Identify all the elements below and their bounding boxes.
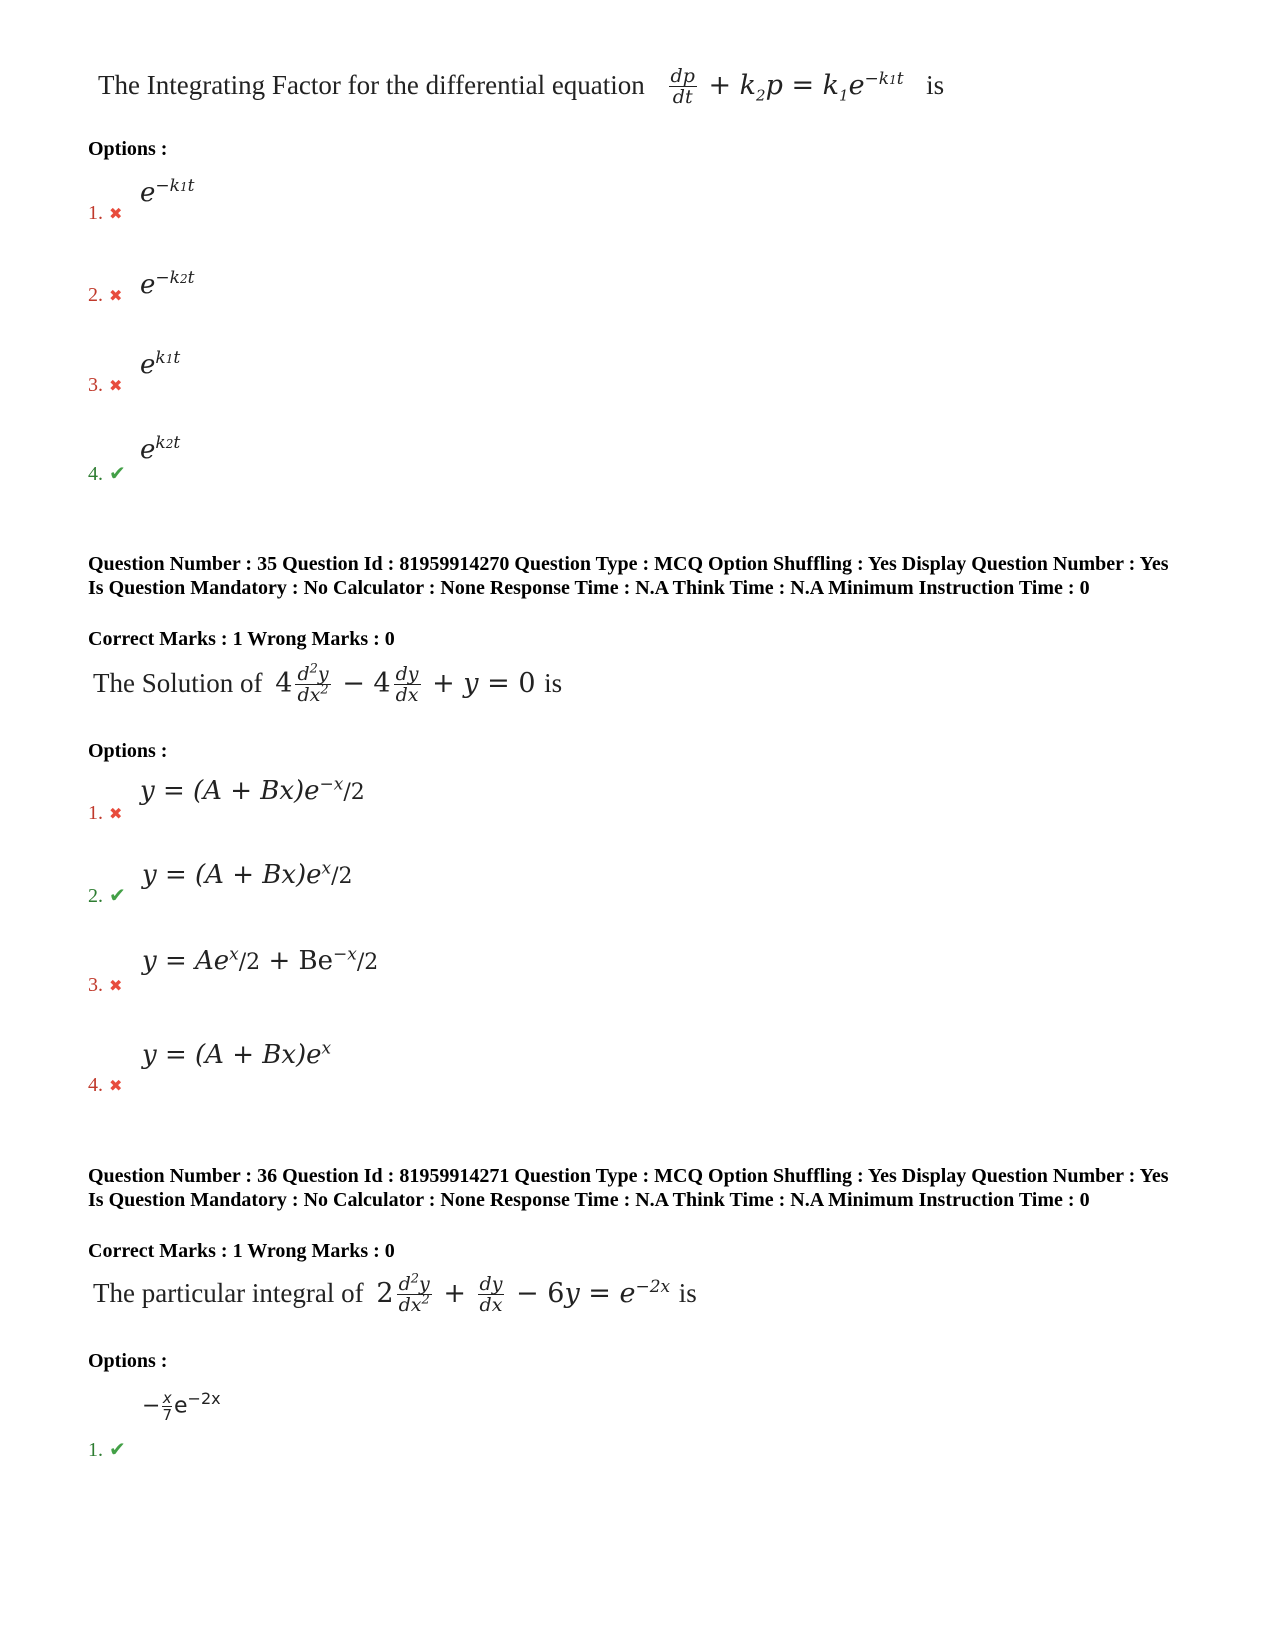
wrong-icon: ✖: [109, 978, 123, 995]
q36-options-label: Options :: [88, 1350, 168, 1372]
check-icon: ✔: [109, 885, 126, 907]
q34-option-2-math: $e^{-k2t}$: [140, 268, 195, 300]
q34-option-2[interactable]: 2. ✖: [88, 284, 123, 306]
q34-option-3[interactable]: 3. ✖: [88, 374, 123, 396]
q34-stem-text: The Integrating Factor for the differential equation: [98, 70, 645, 100]
q34-stem-end: is: [926, 70, 945, 100]
wrong-icon: ✖: [109, 378, 123, 395]
q34-options-label: Options :: [88, 138, 168, 160]
q35-option-4[interactable]: 4. ✖: [88, 1074, 123, 1096]
q35-option-4-math: $y = (A + Bx)e^x$: [142, 1038, 332, 1070]
q36-equation: 2 $\frac{d^2y}{dx^2}$ + $\frac{dy}{dx}$ − $6y = e^{-2x}$: [376, 1271, 671, 1316]
q34-option-1-math: $e^{-k1t}$: [140, 176, 195, 208]
q34-option-1[interactable]: 1. ✖: [88, 202, 123, 224]
wrong-icon: ✖: [109, 1078, 123, 1095]
q36-stem-end: is: [678, 1278, 697, 1308]
q35-stem: [93, 661, 563, 706]
q36-marks: Correct Marks : 1 Wrong Marks : 0: [88, 1240, 395, 1262]
check-icon: ✔: [109, 463, 126, 485]
q35-option-2[interactable]: 2. ✔: [88, 885, 126, 907]
q34-option-3-math: $e^{k1t}$: [140, 348, 181, 380]
q35-option-1-math: $y = (A + Bx)e^{-x}/2$: [140, 774, 365, 806]
q36-stem-text: The particular integral of: [93, 1278, 364, 1308]
q35-option-1[interactable]: 1. ✖: [88, 802, 123, 824]
q35-marks: Correct Marks : 1 Wrong Marks : 0: [88, 628, 395, 650]
q35-stem-text: The Solution of: [93, 668, 263, 698]
q35-option-2-math: $y = (A + Bx)e^x/2$: [142, 858, 353, 890]
q36-option-1-math: − $\frac{x}{7}e^{-2x}$: [142, 1389, 221, 1424]
wrong-icon: ✖: [109, 288, 123, 305]
q36-meta: Question Number : 36 Question Id : 81959914271 Question Type : MCQ Option Shuffling : Yes Display Question Number : Yes Is Question Mandatory : No Calculator : None Response Time : N.A Think Time : N.A Minimum Instruction Time : 0: [88, 1165, 1169, 1211]
q35-meta: Question Number : 35 Question Id : 81959914270 Question Type : MCQ Option Shuffling : Yes Display Question Number : Yes Is Question Mandatory : No Calculator : None Response Time : N.A Think Time : N.A Minimum Instruction Time : 0: [88, 553, 1169, 599]
q35-equation: 4 $\frac{d^2y}{dx^2}$ − 4 $\frac{dy}{dx}$ + y = 0: [275, 661, 536, 706]
check-icon: ✔: [109, 1439, 126, 1461]
q36-option-1[interactable]: 1. ✔: [88, 1439, 126, 1461]
wrong-icon: ✖: [109, 806, 123, 823]
wrong-icon: ✖: [109, 206, 123, 223]
q34-option-4-math: $e^{k2t}$: [140, 433, 181, 465]
q35-option-3[interactable]: 3. ✖: [88, 974, 123, 996]
q36-stem: [93, 1271, 697, 1316]
q35-stem-end: is: [544, 668, 563, 698]
q35-options-label: Options :: [88, 740, 168, 762]
q35-option-3-math: $y = Ae^x/2 + Be^{-x}/2$: [142, 944, 379, 976]
q34-equation: $\frac{dp}{dt}$ + $k_2p = k_1e^{-k1t}$: [670, 65, 904, 108]
q34-option-4[interactable]: 4. ✔: [88, 463, 126, 485]
q34-stem: [98, 66, 944, 107]
